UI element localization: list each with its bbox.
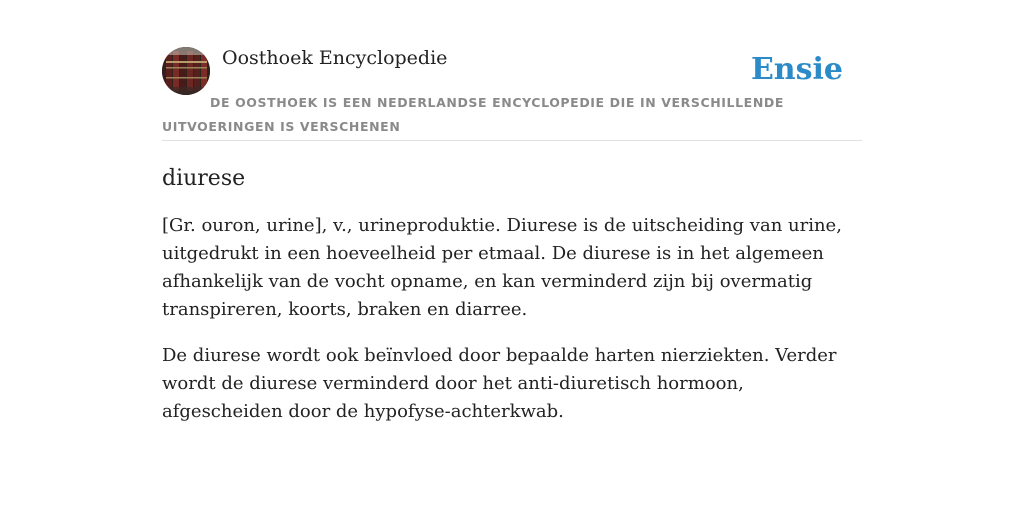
site-header: [162, 46, 862, 141]
article: [162, 160, 862, 426]
article-paragraph: De diurese wordt ook beïnvloed door bepaalde harten nierziekten. Verder wordt de diurese verminderd door het anti-diuretisch hormoon, afgescheiden door de hypofyse-achterkwab.: [162, 345, 837, 422]
site-name[interactable]: Oosthoek Encyclopedie: [222, 47, 448, 69]
article-paragraph: [Gr. ouron, urine], v., urineproduktie. Diurese is de uitscheiding van urine, uitgedrukt in een hoeveelheid per etmaal. De diurese is in het algemeen afhankelijk van de vocht opname, en kan verminderd zijn bij overmatig transpireren, koorts, braken en diarree.: [162, 215, 842, 320]
brand-logo[interactable]: Ensie: [750, 52, 843, 87]
book-spines-icon[interactable]: [162, 47, 210, 95]
site-tagline: DE OOSTHOEK IS EEN NEDERLANDSE ENCYCLOPEDIE DIE IN VERSCHILLENDE UITVOERINGEN IS VERSCHENEN: [162, 95, 784, 134]
article-title: diurese: [162, 166, 246, 191]
